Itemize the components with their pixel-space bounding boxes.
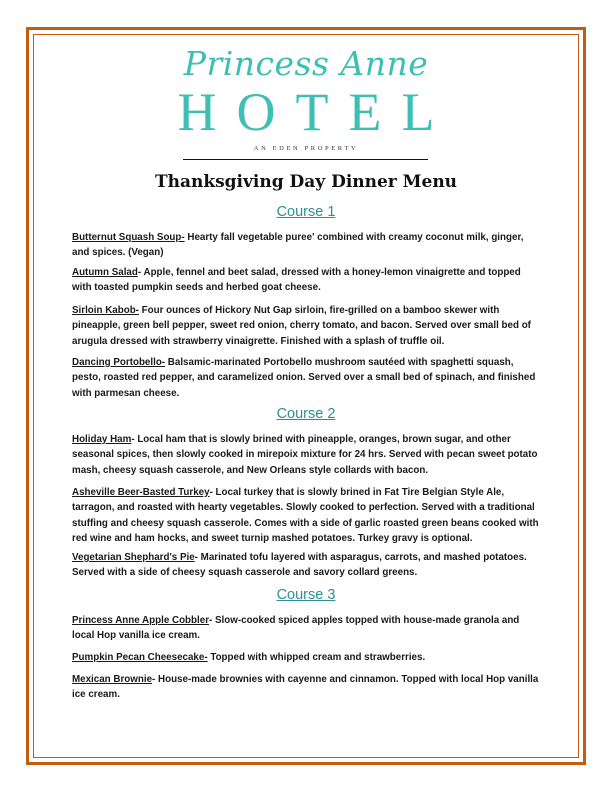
course-1-heading: Course 1 [276, 204, 336, 220]
menu-item-name: Holiday Ham [72, 434, 132, 445]
menu-item-desc: Topped with whipped cream and strawberries. [207, 652, 426, 663]
hotel-logo [0, 44, 612, 152]
menu-item-desc: - Slow-cooked spiced apples topped with house-made granola and local Hop vanilla ice cream. [72, 615, 520, 642]
menu-item-desc: - Apple, fennel and beet salad, dressed with a honey-lemon vinaigrette and topped with toasted pumpkin seeds and herbed goat cheese. [72, 267, 521, 294]
menu-item-mexican-brownie [72, 672, 542, 703]
menu-item-name: Vegetarian Shephard's Pie [72, 552, 195, 563]
menu-item-name: Pumpkin Pecan Cheesecake- [72, 652, 208, 663]
menu-item-name: Autumn Salad [72, 267, 138, 278]
menu-item-name: Mexican Brownie [72, 674, 153, 685]
course-3-heading: Course 3 [276, 587, 336, 603]
menu-item-autumn-salad [72, 265, 542, 296]
menu-item-desc: - Local turkey that is slowly brined in Fat Tire Belgian Style Ale, tarragon, and roasted with hearty vegetables. Slowly cooked to perfection. Served with a traditional stuffing and cheesy squash casserole. Comes with a side of garlic roasted green beans cooked with red wine and ham hocks, and sweet turnip mashed potatoes. Turkey gravy is optional. [72, 487, 539, 545]
menu-item-asheville-beer-basted-turkey [72, 485, 542, 547]
menu-title: Thanksgiving Day Dinner Menu [154, 172, 458, 192]
logo-script-text: Princess Anne [183, 44, 429, 83]
menu-item-butternut-squash-soup [72, 230, 542, 261]
menu-item-name: Sirloin Kabob- [72, 305, 139, 316]
menu-item-desc: - Local ham that is slowly brined with pineapple, oranges, brown sugar, and other seasonal spices, then slowly cooked in mirepoix mixture for 24 hrs. Served with pecan sweet potato mash, cheesy squash casserole, and New Orleans style collards with bacon. [72, 434, 538, 476]
menu-item-dancing-portobello [72, 355, 542, 401]
menu-item-desc: - Marinated tofu layered with asparagus, carrots, and mashed potatoes. Served with a side of cheesy squash casserole and savory collard greens. [72, 552, 527, 579]
menu-item-desc: Four ounces of Hickory Nut Gap sirloin, fire-grilled on a bamboo skewer with pineapple, green bell pepper, sweet red onion, cherry tomato, and bacon. Served over small bed of arugula dressed with strawberry vinaigrette. Finished with a splash of truffle oil. [72, 305, 531, 347]
logo-subtitle: AN EDEN PROPERTY [253, 145, 359, 152]
menu-item-name: Dancing Portobello- [72, 357, 166, 368]
menu-item-desc: Balsamic-marinated Portobello mushroom sautéed with spaghetti squash, pesto, roasted red pepper, and caramelized onion. Served over a small bed of spinach, and finished with parmesan cheese. [72, 357, 536, 399]
menu-item-desc: Hearty fall vegetable puree' combined with creamy coconut milk, ginger, and spices. (Vegan) [72, 232, 524, 259]
logo-underline [183, 159, 428, 160]
menu-item-desc: - House-made brownies with cayenne and cinnamon. Topped with local Hop vanilla ice cream. [72, 674, 539, 701]
menu-item-name: Butternut Squash Soup- [72, 232, 185, 243]
course-2-heading: Course 2 [276, 406, 336, 422]
menu-item-name: Princess Anne Apple Cobbler [72, 615, 210, 626]
menu-item-holiday-ham [72, 432, 542, 478]
menu-item-princess-anne-apple-cobbler [72, 613, 542, 644]
menu-item-name: Asheville Beer-Basted Turkey [72, 487, 210, 498]
menu-item-vegetarian-shephards-pie [72, 550, 542, 581]
menu-item-pumpkin-pecan-cheesecake [72, 650, 542, 665]
menu-item-sirloin-kabob [72, 303, 542, 349]
logo-hotel-text: HOTEL [177, 82, 455, 142]
